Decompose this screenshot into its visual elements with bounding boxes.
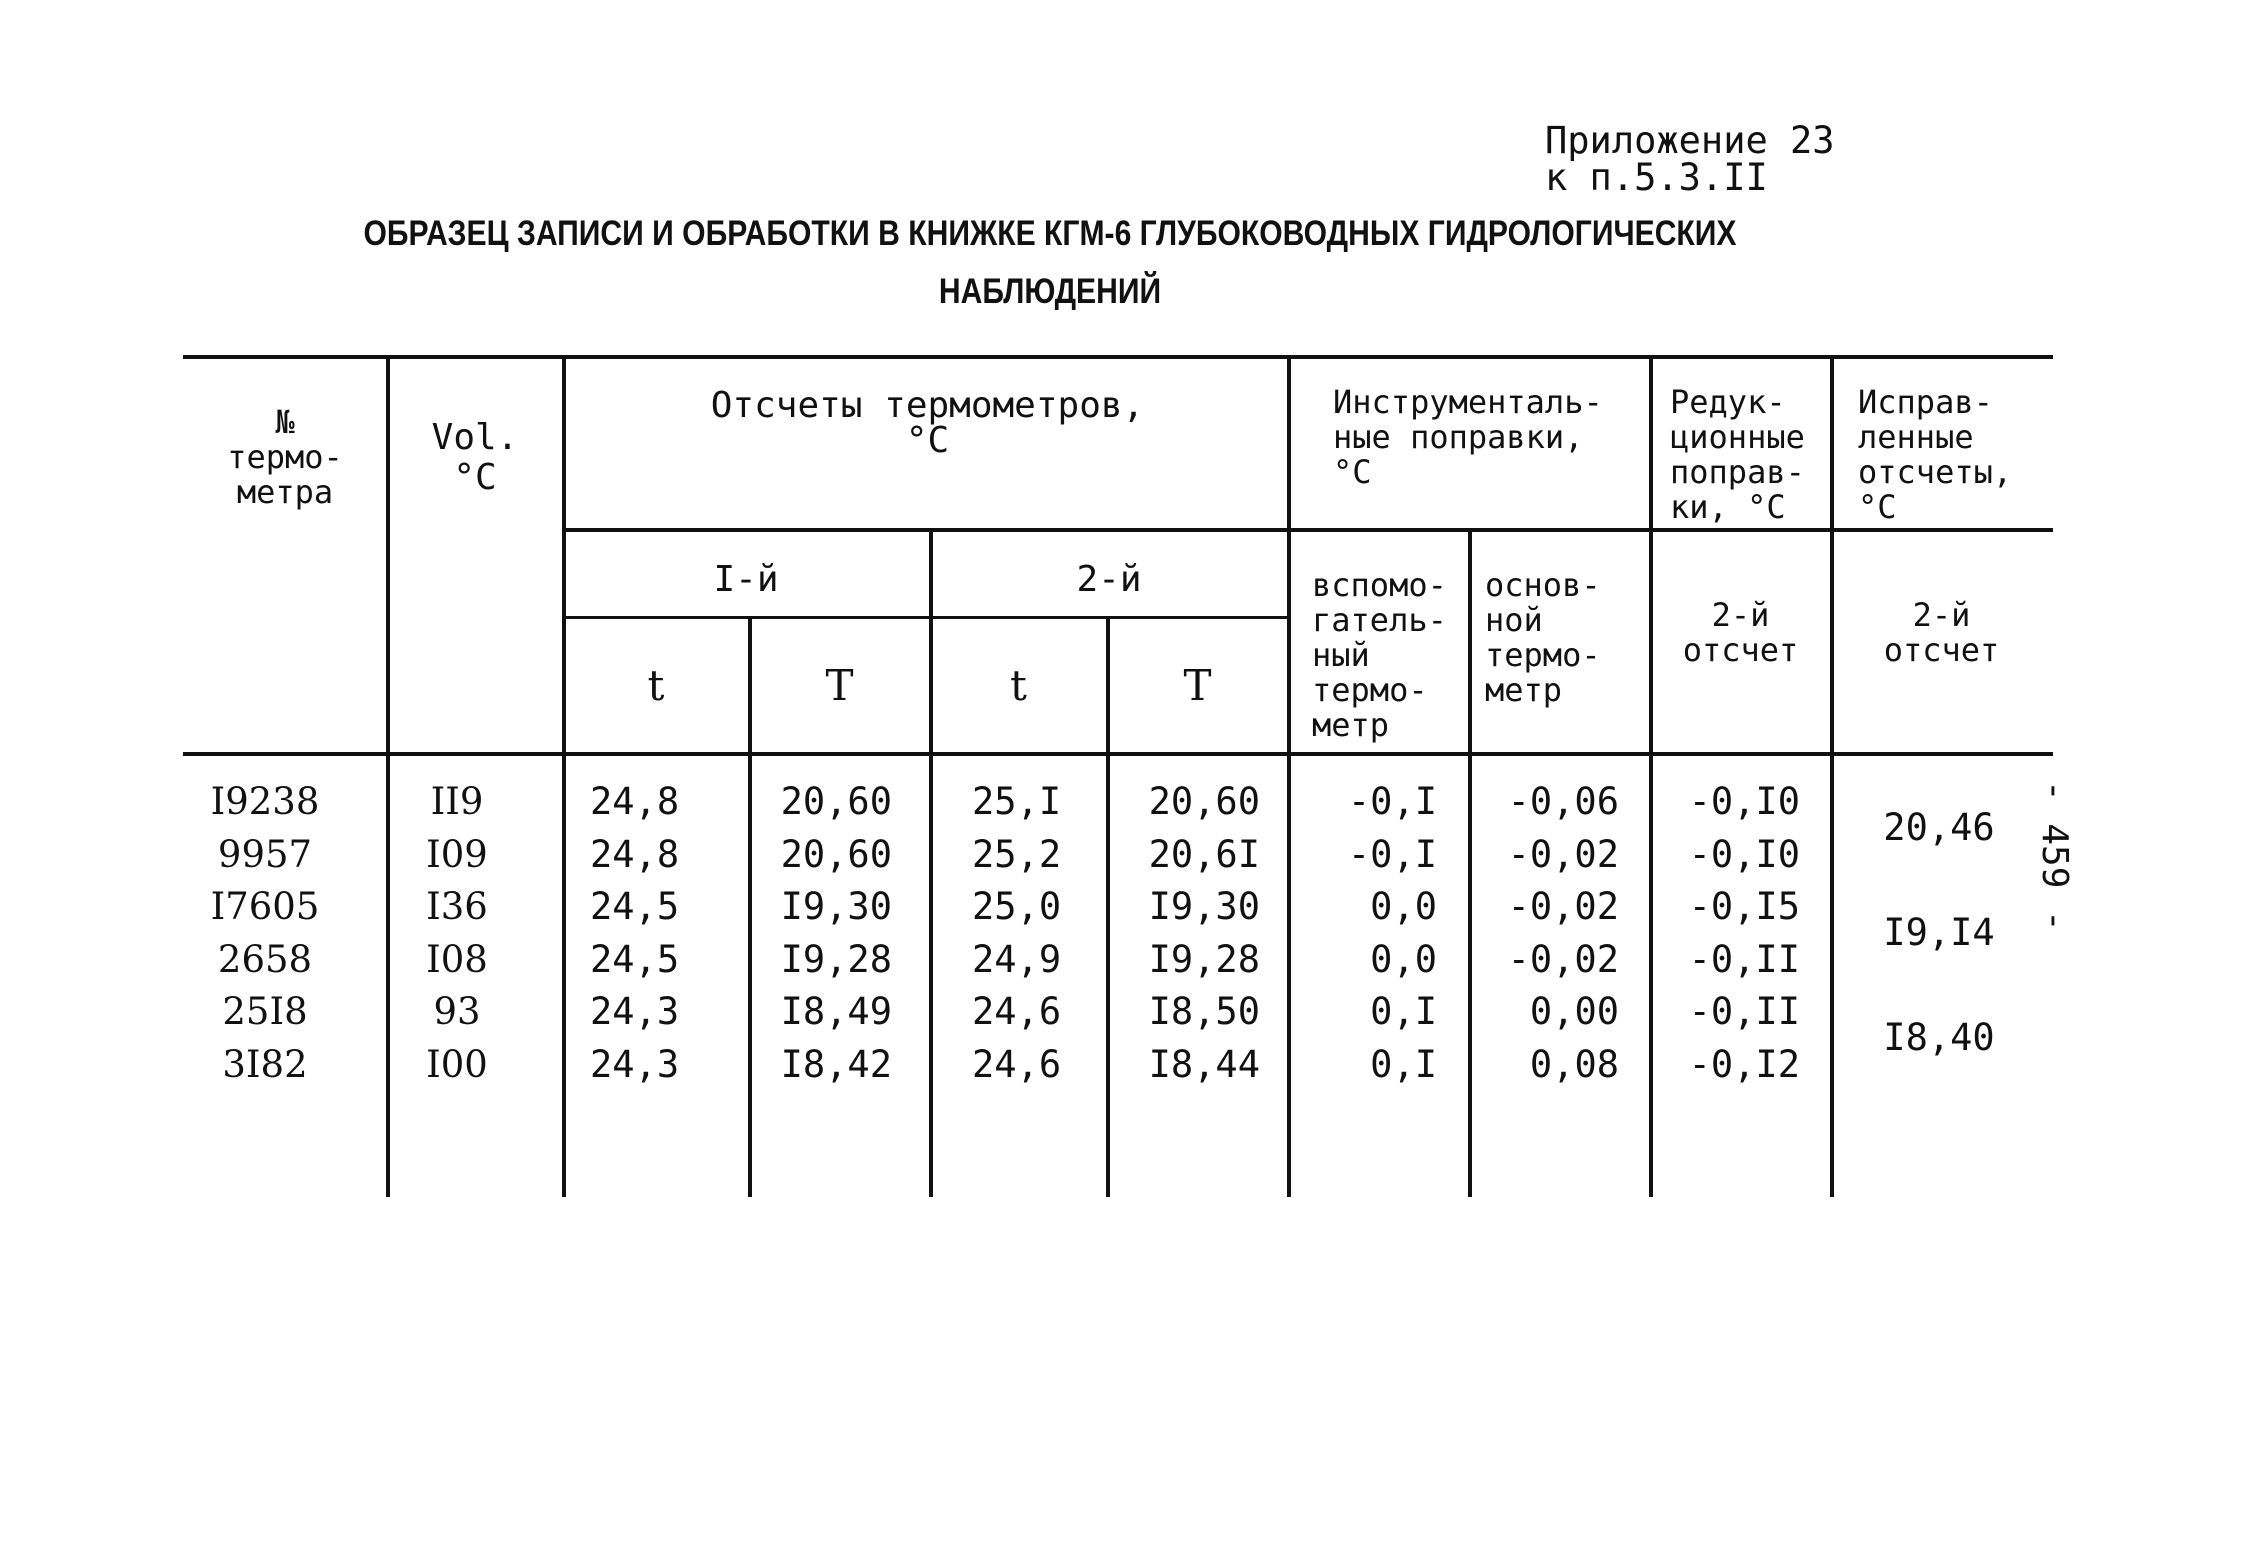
table-cell: -0,I5: [1688, 885, 1800, 928]
column-thermometer-number: [190, 776, 340, 1091]
header-reading-first: I-й: [713, 559, 779, 600]
table-cell: 20,60: [780, 832, 892, 876]
table-cell: 25,I: [972, 780, 1062, 823]
table-cell: 25I8: [222, 990, 308, 1033]
header-reduction-second-reading: 2-й отсчет: [1682, 596, 1799, 669]
column-first-T: [752, 776, 892, 1091]
col-line-9: [1830, 355, 1834, 1197]
table-cell: I36: [426, 885, 488, 928]
col-line-6: [1287, 355, 1291, 1197]
table-cell: -0,02: [1507, 885, 1619, 928]
table-cell: -0,I: [1347, 832, 1437, 876]
header-thermometer-number: № термо- метра: [227, 403, 343, 511]
table-cell: II9: [430, 780, 484, 823]
column-second-T: [1110, 776, 1260, 1091]
table-cell: 3I82: [222, 1042, 308, 1086]
appendix-reference: [1545, 119, 1835, 199]
table-top-rule: [183, 355, 2053, 359]
table-cell: 0,0: [1370, 885, 1437, 928]
header-T-second: T: [1183, 661, 1212, 710]
table-cell: 24,6: [972, 990, 1062, 1033]
subheader-divider-rule: [563, 616, 1288, 619]
header-instrumental-corrections: Инструменталь- ные поправки, °C: [1333, 383, 1603, 491]
table-cell: 24,3: [590, 990, 680, 1033]
title-line-1: ОБРАЗЕЦ ЗАПИСИ И ОБРАБОТКИ В КНИЖКЕ КГМ-6 ГЛУБОКОВОДНЫХ ГИДРОЛОГИЧЕСКИХ: [363, 214, 1737, 253]
table-cell: 0,00: [1529, 990, 1619, 1033]
table-cell: -0,02: [1507, 937, 1619, 981]
col-line-4: [929, 528, 933, 1197]
table-cell: 0,0: [1370, 937, 1437, 981]
page-number: - 459 -: [2034, 780, 2075, 932]
table-cell: I8,49: [780, 990, 892, 1033]
table-cell: 24,8: [590, 832, 680, 876]
table-cell: 20,6I: [1148, 832, 1260, 876]
column-main-correction: [1476, 776, 1619, 1091]
header-corrected-readings: Исправ- ленные отсчеты, °C: [1858, 383, 2013, 526]
table-cell: I9,28: [1148, 937, 1260, 981]
table-cell: I00: [426, 1042, 488, 1086]
table-cell: I7605: [210, 885, 320, 928]
table-cell: 24,6: [972, 1042, 1062, 1086]
table-cell: -0,I2: [1688, 1042, 1800, 1086]
table-cell: I8,42: [780, 1042, 892, 1086]
column-first-t: [590, 776, 740, 1091]
table-cell: 0,I: [1370, 990, 1437, 1033]
table-cell: I9,30: [1148, 885, 1260, 928]
title-line-2: НАБЛЮДЕНИЙ: [938, 272, 1162, 311]
column-reduction-correction: [1660, 776, 1800, 1091]
table-cell: I9,28: [780, 937, 892, 981]
table-cell: -0,06: [1507, 780, 1619, 823]
table-cell: I9,30: [780, 885, 892, 928]
table-cell: I8,44: [1148, 1042, 1260, 1086]
header-aux-thermometer: вспомо- гатель- ный термо- метр: [1312, 566, 1447, 744]
header-t-second: t: [1010, 661, 1027, 710]
header-bottom-rule: [183, 752, 2053, 756]
table-cell: I9238: [210, 780, 320, 823]
header-T-first: T: [825, 661, 854, 710]
header-corrected-second-reading: 2-й отсчет: [1883, 596, 2000, 669]
table-cell: 24,3: [590, 1042, 680, 1086]
table-cell: 20,60: [1148, 780, 1260, 823]
table-cell: 25,2: [972, 832, 1062, 876]
table-cell: I08: [426, 937, 488, 981]
header-reading-second: 2-й: [1076, 559, 1142, 600]
header-readings: Отсчеты термометров, °C: [710, 385, 1145, 461]
table-cell: -0,I: [1347, 780, 1437, 823]
table-cell: -0,I0: [1688, 780, 1800, 823]
table-cell: 0,I: [1370, 1042, 1437, 1086]
table-cell: I8,50: [1148, 990, 1260, 1033]
column-vol: [392, 776, 522, 1091]
table-cell: 24,9: [972, 937, 1062, 981]
table-cell: 25,0: [972, 885, 1062, 928]
table-cell: I09: [426, 832, 488, 876]
appendix-line-1: Приложение 23: [1545, 119, 1835, 162]
header-t-first: t: [647, 661, 665, 710]
document-title: [353, 205, 1746, 321]
col-line-7: [1468, 528, 1472, 1197]
table-cell: 20,60: [780, 780, 892, 823]
appendix-line-2: к п.5.3.II: [1545, 156, 1768, 199]
header-reduction-corrections: Редук- ционные поправ- ки, °C: [1670, 383, 1805, 526]
table-cell: -0,I0: [1688, 832, 1800, 876]
table-cell: 9957: [217, 832, 313, 876]
header-vol: Vol. °C: [431, 417, 519, 498]
corrected-value-3: I8,40: [1883, 1016, 1995, 1059]
table-cell: 93: [433, 990, 481, 1033]
col-line-8: [1649, 355, 1653, 1197]
table-cell: -0,II: [1688, 990, 1800, 1033]
header-main-thermometer: основ- ной термо- метр: [1485, 566, 1601, 709]
corrected-value-1: 20,46: [1883, 806, 1995, 849]
table-cell: 24,5: [590, 937, 680, 981]
table-cell: 0,08: [1529, 1042, 1619, 1086]
table-cell: 2658: [217, 937, 313, 981]
col-line-1: [386, 355, 390, 1197]
col-line-2: [562, 355, 566, 1197]
column-aux-correction: [1312, 776, 1437, 1091]
corrected-value-2: I9,I4: [1883, 911, 1995, 954]
table-cell: -0,02: [1507, 832, 1619, 876]
table-cell: -0,II: [1688, 937, 1800, 981]
column-second-t: [972, 776, 1102, 1091]
table-cell: 24,8: [590, 780, 680, 823]
table-cell: 24,5: [590, 885, 680, 928]
